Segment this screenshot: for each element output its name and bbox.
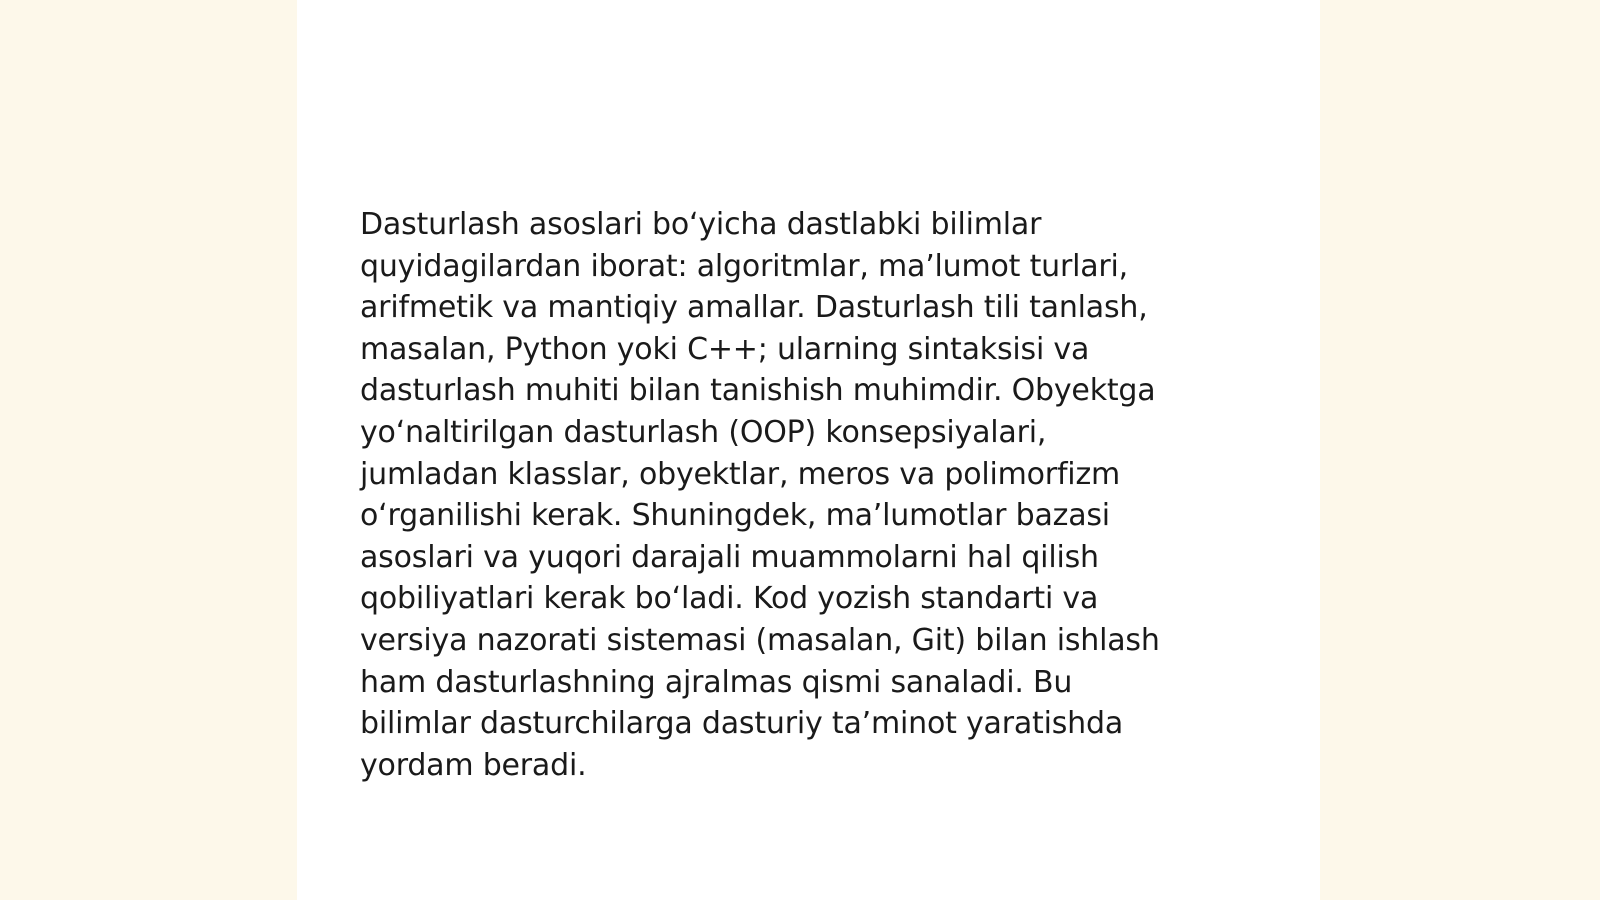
paragraph-line: yo‘naltirilgan dasturlash (OOP) konsepsiyalari, [360, 414, 1047, 450]
paragraph-line: o‘rganilishi kerak. Shuningdek, ma’lumotlar bazasi [360, 498, 1110, 534]
paragraph-line: yordam beradi. [360, 747, 587, 783]
paragraph-line: versiya nazorati sistemasi (masalan, Git) bilan ishlash [360, 622, 1160, 658]
paragraph-line: Dasturlash asoslari bo‘yicha dastlabki bilimlar [360, 207, 1042, 242]
paragraph-line: arifmetik va mantiqiy amallar. Dasturlash tili tanlash, [360, 290, 1148, 326]
paragraph-line: quyidagilardan iborat: algoritmlar, ma’lumot turlari, [360, 248, 1129, 284]
paragraph-line: qobiliyatlari kerak bo‘ladi. Kod yozish standarti va [360, 581, 1099, 617]
paragraph-line: asoslari va yuqori darajali muammolarni hal qilish [360, 539, 1099, 575]
paragraph-line: dasturlash muhiti bilan tanishish muhimdir. Obyektga [360, 373, 1156, 409]
paragraph-line: jumladan klasslar, obyektlar, meros va polimorfizm [360, 456, 1121, 492]
paragraph-line: masalan, Python yoki C++; ularning sintaksisi va [360, 331, 1090, 367]
paragraph-line: bilimlar dasturchilarga dasturiy ta’minot yaratishda [360, 706, 1124, 742]
body-paragraph [360, 204, 1260, 786]
paragraph-line: ham dasturlashning ajralmas qismi sanaladi. Bu [360, 664, 1073, 700]
document-page [297, 0, 1320, 900]
